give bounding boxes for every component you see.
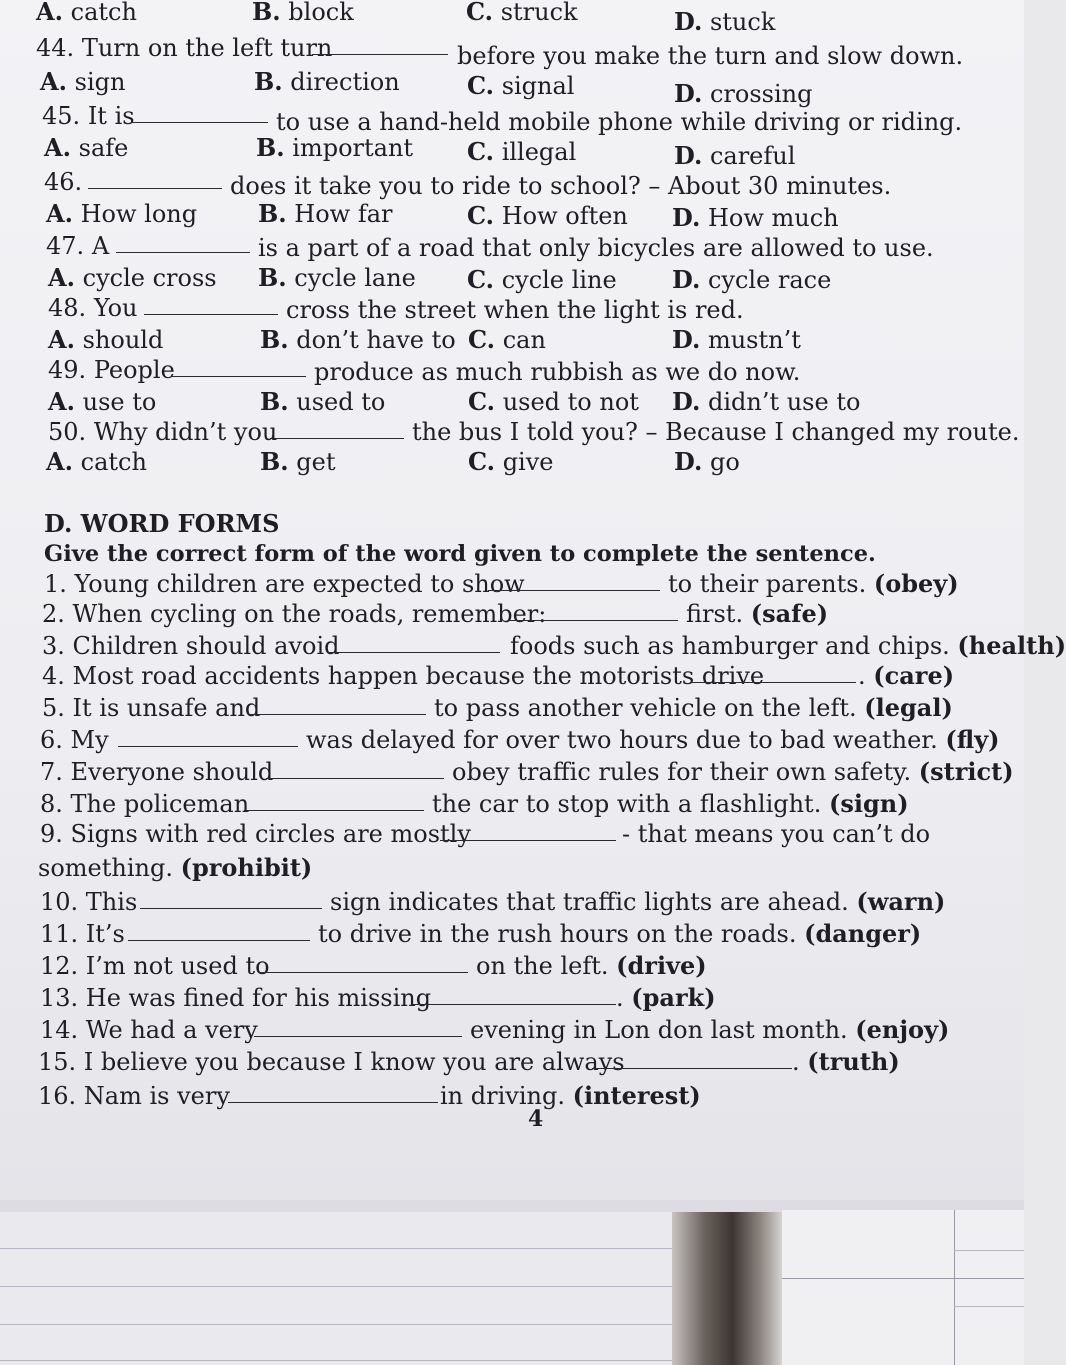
word-form-item-11: 11. It’s to drive in the rush hours on the roads. (danger): [40, 919, 922, 948]
q47-blank[interactable]: [116, 230, 250, 253]
word-form-blank-14[interactable]: [254, 1014, 462, 1037]
notebook-page: [0, 1212, 672, 1365]
q47-options: A. cycle cross B. cycle lane C. cycle line D. cycle race: [48, 263, 832, 294]
q45-options: A. safe B. important C. illegal D. careful: [44, 133, 796, 170]
word-form-item-9: 9. Signs with red circles are mostly - that means you can’t do: [40, 820, 931, 848]
q48-blank[interactable]: [144, 292, 278, 315]
page-gutter-shadow: [672, 1212, 782, 1365]
q49-options: A. use to B. used to C. used to not D. didn’t use to: [48, 387, 861, 416]
q43-options: [0, 0, 1024, 36]
word-form-item-7: 7. Everyone should obey traffic rules for their own safety. (strict): [40, 757, 1014, 786]
q43-option-c: C. struck: [466, 0, 578, 26]
q43-option-b: B. block: [252, 0, 354, 26]
word-form-item-4: 4. Most road accidents happen because the motorists drive . (care): [42, 661, 955, 690]
q50-stem: 50. Why didn’t you the bus I told you? – Because I changed my route.: [48, 418, 1020, 446]
word-form-item-5: 5. It is unsafe and to pass another vehicle on the left. (legal): [42, 693, 953, 722]
notebook-right-page: [782, 1210, 1024, 1365]
word-form-blank-10[interactable]: [140, 886, 322, 909]
q46-blank[interactable]: [88, 166, 222, 189]
word-form-blank-15[interactable]: [592, 1046, 792, 1069]
word-form-item-8: 8. The policeman the car to stop with a flashlight. (sign): [40, 789, 909, 818]
q49-stem: 49. People produce as much rubbish as we do now.: [48, 356, 801, 386]
word-form-blank-4[interactable]: [690, 660, 856, 683]
word-form-item-3: 3. Children should avoid foods such as hamburger and chips. (health): [42, 631, 1066, 660]
q46-options: A. How long B. How far C. How often D. How much: [46, 199, 839, 232]
q45-stem: 45. It is to use a hand-held mobile phone while driving or riding.: [42, 102, 963, 136]
word-form-item-15: 15. I believe you because I know you are always . (truth): [38, 1047, 900, 1076]
word-form-item-1: 1. Young children are expected to show to their parents. (obey): [44, 569, 959, 598]
q47-stem: 47. A is a part of a road that only bicycles are allowed to use.: [46, 232, 934, 262]
word-form-blank-8[interactable]: [244, 788, 424, 811]
word-form-item-10: 10. This sign indicates that traffic lights are ahead. (warn): [40, 887, 946, 916]
word-form-blank-7[interactable]: [266, 756, 444, 779]
q46-stem: 46. does it take you to ride to school? – About 30 minutes.: [44, 168, 892, 200]
word-form-item-6: 6. My was delayed for over two hours due to bad weather. (fly): [40, 725, 1000, 754]
word-form-blank-16[interactable]: [228, 1080, 438, 1103]
q43-option-d: D. stuck: [674, 7, 776, 36]
word-form-blank-2[interactable]: [508, 598, 678, 621]
q44-options: A. sign B. direction C. signal D. crossing: [40, 67, 813, 108]
word-form-blank-9[interactable]: [440, 818, 616, 841]
word-form-blank-12[interactable]: [258, 950, 468, 973]
q44-blank[interactable]: [312, 32, 448, 55]
word-form-blank-11[interactable]: [128, 918, 310, 941]
word-form-blank-6[interactable]: [118, 724, 298, 747]
q48-options: A. should B. don’t have to C. can D. mustn’t: [48, 325, 801, 354]
page-number: 4: [528, 1106, 544, 1132]
word-form-blank-3[interactable]: [328, 630, 500, 653]
word-form-item-2: 2. When cycling on the roads, remember: first. (safe): [42, 599, 829, 628]
word-form-blank-13[interactable]: [412, 982, 616, 1005]
word-form-item-12: 12. I’m not used to on the left. (drive): [40, 951, 707, 980]
word-form-item-9-cont: something. (prohibit): [38, 853, 313, 882]
section-d-title: D. WORD FORMS: [44, 509, 280, 538]
word-form-item-13: 13. He was fined for his missing . (park): [40, 983, 716, 1012]
word-form-blank-5[interactable]: [248, 692, 426, 715]
q48-stem: 48. You cross the street when the light is red.: [48, 294, 744, 324]
section-d-instruction: Give the correct form of the word given to complete the sentence.: [44, 541, 876, 567]
q50-options: A. catch B. get C. give D. go: [46, 447, 740, 476]
q50-blank[interactable]: [270, 416, 404, 439]
word-form-blank-1[interactable]: [488, 568, 660, 591]
q45-blank[interactable]: [132, 100, 268, 123]
word-form-item-16: 16. Nam is very in driving. (interest): [38, 1081, 701, 1110]
q43-option-a: A. catch: [36, 0, 137, 26]
word-form-item-14: 14. We had a very evening in Lon don last month. (enjoy): [40, 1015, 950, 1044]
q44-stem: 44. Turn on the left turn before you make the turn and slow down.: [36, 34, 964, 70]
q49-blank[interactable]: [172, 354, 306, 377]
